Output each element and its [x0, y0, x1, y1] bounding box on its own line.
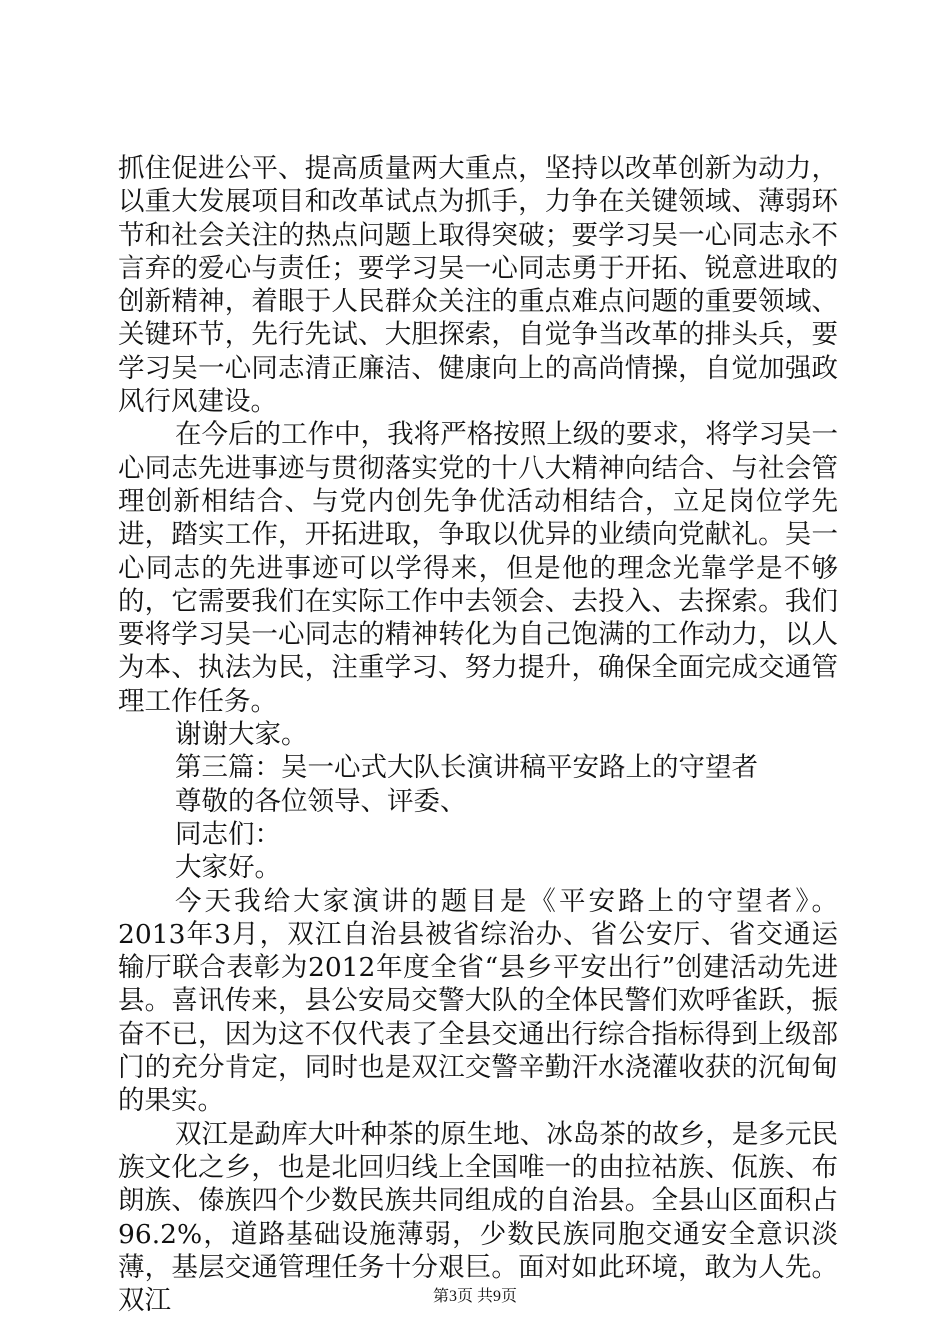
salutation-comrades: 同志们：	[175, 818, 281, 850]
page-number-footer: 第3页 共9页	[432, 1288, 517, 1305]
paragraph-shuangjiang: 双江是勐库大叶种茶的原生地、冰岛茶的故乡，是多元民族文化之乡，也是北回归线上全国唯一的由拉祜族、佤族、布朗族、傣族四个少数民族共同组成的自治县。全县山区面积占96.2%，道路基础设施薄弱，少数民族同胞交通安全意识淡薄，基层交通管理任务十分艰巨。面对如此环境，敢为人先。双江	[118, 1118, 838, 1317]
paragraph-future-work: 在今后的工作中，我将严格按照上级的要求，将学习吴一心同志先进事迹与贯彻落实党的十八大精神向结合、与社会管理创新相结合、与党内创先争优活动相结合，立足岗位学先进，踏实工作，开拓进取，争取以优异的业绩向党献礼。吴一心同志的先进事迹可以学得来，但是他的理念光靠学是不够的，它需要我们在实际工作中去领会、去投入、去探索。我们要将学习吴一心同志的精神转化为自己饱满的工作动力，以人为本、执法为民，注重学习、努力提升，确保全面完成交通管理工作任务。	[118, 419, 838, 717]
greeting: 大家好。	[175, 852, 281, 884]
paragraph-thanks: 谢谢大家。	[175, 719, 308, 751]
section-heading: 第三篇：吴一心式大队长演讲稿平安路上的守望者	[175, 752, 758, 784]
salutation-leaders: 尊敬的各位领导、评委、	[175, 785, 467, 817]
paragraph-speech-intro: 今天我给大家演讲的题目是《平安路上的守望者》。2013年3月，双江自治县被省综治办、省公安厅、省交通运输厅联合表彰为2012年度全省“县乡平安出行”创建活动先进县。喜讯传来，县公安局交警大队的全体民警们欢呼雀跃，振奋不已，因为这不仅代表了全县交通出行综合指标得到上级部门的充分肯定，同时也是双江交警辛勤汗水浇灌收获的沉甸甸的果实。	[118, 885, 838, 1117]
paragraph-reform-focus: 抓住促进公平、提高质量两大重点，坚持以改革创新为动力，以重大发展项目和改革试点为抓手，力争在关键领域、薄弱环节和社会关注的热点问题上取得突破；要学习吴一心同志永不言弃的爱心与责任；要学习吴一心同志勇于开拓、锐意进取的创新精神，着眼于人民群众关注的重点难点问题的重要领域、关键环节，先行先试、大胆探索，自觉争当改革的排头兵，要学习吴一心同志清正廉洁、健康向上的高尚情操，自觉加强政风行风建设。	[118, 153, 838, 418]
document-body	[118, 152, 838, 1317]
